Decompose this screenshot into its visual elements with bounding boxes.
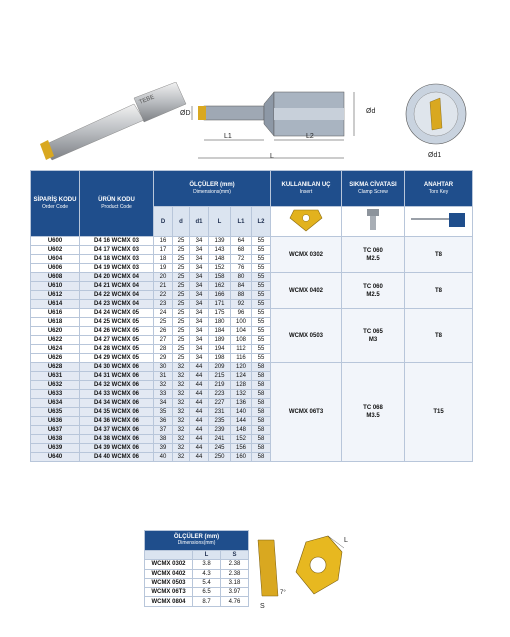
- product-code-cell: D4 25 WCMX 05: [80, 318, 154, 327]
- dimension-cell: 19: [154, 264, 173, 273]
- product-code-cell: D4 32 WCMX 06: [80, 381, 154, 390]
- dimension-cell: 44: [190, 444, 209, 453]
- dimension-cell: 160: [231, 453, 252, 462]
- dimension-cell: 58: [252, 372, 271, 381]
- dimension-cell: 64: [231, 237, 252, 246]
- dimension-cell: 100: [231, 318, 252, 327]
- dimension-cell: 209: [209, 363, 231, 372]
- order-code-cell: U636: [31, 417, 80, 426]
- dimension-cell: 32: [173, 444, 190, 453]
- dimension-cell: 55: [252, 273, 271, 282]
- dim-od-label: ØD: [180, 110, 191, 117]
- dimension-cell: 25: [173, 282, 190, 291]
- insert-dim-cell: 2.38: [221, 569, 249, 578]
- dimension-cell: 25: [154, 318, 173, 327]
- dimension-cell: 184: [209, 327, 231, 336]
- insert-diagram: [252, 532, 362, 612]
- order-code-cell: U622: [31, 336, 80, 345]
- dimension-cell: 25: [173, 255, 190, 264]
- insert-icon: [286, 207, 326, 233]
- col-d: d: [173, 207, 190, 237]
- order-code-cell: U640: [31, 453, 80, 462]
- dimension-cell: 55: [252, 309, 271, 318]
- product-code-cell: D4 16 WCMX 03: [80, 237, 154, 246]
- dimension-cell: 144: [231, 417, 252, 426]
- dimension-cell: 166: [209, 291, 231, 300]
- dimension-cell: 34: [190, 336, 209, 345]
- dimension-cell: 44: [190, 426, 209, 435]
- dimension-cell: 162: [209, 282, 231, 291]
- clamp-screw-thread: M3.5: [366, 413, 380, 419]
- dimension-cell: 55: [252, 318, 271, 327]
- key-header: ANAHTAR Torx Key: [405, 171, 473, 207]
- dimension-cell: 32: [173, 399, 190, 408]
- product-code-cell: D4 31 WCMX 06: [80, 372, 154, 381]
- dimension-cell: 20: [154, 273, 173, 282]
- dimension-cell: 239: [209, 426, 231, 435]
- insert-row: [145, 560, 249, 569]
- order-code-cell: U626: [31, 354, 80, 363]
- dimension-cell: 223: [209, 390, 231, 399]
- order-code-cell: U634: [31, 399, 80, 408]
- order-code-cell: U624: [31, 345, 80, 354]
- clamp-screw-icon: [363, 207, 383, 233]
- insert-s-label: S: [260, 603, 265, 610]
- dimension-cell: 132: [231, 390, 252, 399]
- clamp-header: SIKMA CİVATASI Clamp Screw: [342, 171, 405, 207]
- dimension-cell: 58: [252, 381, 271, 390]
- insert-dim-cell: 6.5: [193, 588, 221, 597]
- dimension-cell: 55: [252, 327, 271, 336]
- dimension-cell: 34: [190, 345, 209, 354]
- dimension-cell: 189: [209, 336, 231, 345]
- product-code-cell: D4 34 WCMX 06: [80, 399, 154, 408]
- clamp-screw-code: TC 068: [363, 405, 383, 411]
- dimension-cell: 28: [154, 345, 173, 354]
- dimension-cell: 55: [252, 255, 271, 264]
- dimension-cell: 32: [173, 426, 190, 435]
- product-code-cell: D4 21 WCMX 04: [80, 282, 154, 291]
- dimension-cell: 25: [173, 336, 190, 345]
- dimension-cell: 34: [190, 318, 209, 327]
- dimension-cell: 194: [209, 345, 231, 354]
- dimension-cell: 215: [209, 372, 231, 381]
- dimension-cell: 25: [173, 237, 190, 246]
- order-code-header: SİPARİŞ KODU Order Code: [31, 171, 80, 237]
- dimension-cell: 18: [154, 255, 173, 264]
- dimension-cell: 22: [154, 291, 173, 300]
- dimension-cell: 92: [231, 300, 252, 309]
- clamp-screw-cell: [342, 309, 405, 363]
- dimension-cell: 198: [209, 354, 231, 363]
- col-d1: d1: [190, 207, 209, 237]
- dimension-cell: 58: [252, 399, 271, 408]
- dimension-cell: 31: [154, 372, 173, 381]
- dimension-cell: 68: [231, 246, 252, 255]
- dimension-cell: 58: [252, 444, 271, 453]
- col-L1: L1: [231, 207, 252, 237]
- order-code-cell: U616: [31, 309, 80, 318]
- dimension-cell: 88: [231, 291, 252, 300]
- dimension-cell: 34: [190, 354, 209, 363]
- product-code-cell: D4 33 WCMX 06: [80, 390, 154, 399]
- insert-angle-label: 7°: [280, 590, 286, 596]
- dimension-cell: 235: [209, 417, 231, 426]
- dimension-cell: 55: [252, 264, 271, 273]
- dimension-cell: 25: [173, 300, 190, 309]
- dimension-cell: 25: [173, 246, 190, 255]
- dimension-cell: 32: [173, 453, 190, 462]
- dimension-cell: 227: [209, 399, 231, 408]
- dimension-cell: 34: [190, 264, 209, 273]
- dim-l1-label: L1: [224, 133, 232, 140]
- dimension-cell: 124: [231, 372, 252, 381]
- dimension-cell: 44: [190, 390, 209, 399]
- dimension-cell: 58: [252, 435, 271, 444]
- dimensions-header: ÖLÇÜLER (mm) Dimensions(mm): [154, 171, 271, 207]
- dimension-cell: 58: [252, 426, 271, 435]
- dimension-cell: 58: [252, 390, 271, 399]
- clamp-screw-cell: [342, 363, 405, 462]
- dimension-cell: 55: [252, 291, 271, 300]
- dimension-cell: 116: [231, 354, 252, 363]
- insert-name-cell: WCMX 0402: [145, 569, 193, 578]
- dimension-cell: 30: [154, 363, 173, 372]
- dimension-cell: 55: [252, 354, 271, 363]
- order-code-cell: U628: [31, 363, 80, 372]
- product-code-cell: D4 26 WCMX 05: [80, 327, 154, 336]
- dimension-cell: 44: [190, 372, 209, 381]
- dimension-cell: 21: [154, 282, 173, 291]
- dimension-cell: 37: [154, 426, 173, 435]
- dimension-cell: 55: [252, 300, 271, 309]
- dimension-cell: 17: [154, 246, 173, 255]
- order-code-cell: U606: [31, 264, 80, 273]
- torx-key-cell: T8: [405, 273, 473, 309]
- insert-dimensions-table: [144, 530, 249, 607]
- dimension-cell: 58: [252, 453, 271, 462]
- drill-end-view: [404, 82, 468, 146]
- order-code-cell: U602: [31, 246, 80, 255]
- dimension-cell: 23: [154, 300, 173, 309]
- col-L: L: [209, 207, 231, 237]
- product-code-cell: D4 30 WCMX 06: [80, 363, 154, 372]
- dimension-cell: 80: [231, 273, 252, 282]
- dimension-cell: 55: [252, 282, 271, 291]
- order-code-cell: U618: [31, 318, 80, 327]
- dimension-cell: 108: [231, 336, 252, 345]
- dimension-cell: 140: [231, 408, 252, 417]
- dimension-cell: 36: [154, 417, 173, 426]
- product-code-cell: D4 27 WCMX 05: [80, 336, 154, 345]
- dimension-cell: 148: [209, 255, 231, 264]
- insert-name-cell: WCMX 0503: [145, 578, 193, 587]
- order-code-cell: U612: [31, 291, 80, 300]
- dimension-cell: 34: [154, 399, 173, 408]
- product-code-cell: D4 20 WCMX 04: [80, 273, 154, 282]
- order-code-cell: U600: [31, 237, 80, 246]
- dimension-cell: 44: [190, 408, 209, 417]
- dimension-cell: 25: [173, 264, 190, 273]
- order-code-cell: U637: [31, 426, 80, 435]
- screw-image-cell: [342, 207, 405, 237]
- product-code-cell: D4 35 WCMX 06: [80, 408, 154, 417]
- product-code-cell: D4 36 WCMX 06: [80, 417, 154, 426]
- dimension-cell: 25: [173, 345, 190, 354]
- insert-col-s: S: [221, 551, 249, 560]
- dimension-cell: 38: [154, 435, 173, 444]
- dimension-cell: 26: [154, 327, 173, 336]
- product-code-header: ÜRÜN KODU Product Code: [80, 171, 154, 237]
- dimension-cell: 58: [252, 363, 271, 372]
- key-image-cell: [405, 207, 473, 237]
- product-code-cell: D4 28 WCMX 05: [80, 345, 154, 354]
- dimension-cell: 55: [252, 246, 271, 255]
- dimension-cell: 44: [190, 417, 209, 426]
- dimension-cell: 96: [231, 309, 252, 318]
- dimension-cell: 34: [190, 273, 209, 282]
- brand-mark: TEBE: [138, 94, 156, 106]
- dimension-cell: 44: [190, 381, 209, 390]
- product-code-cell: D4 22 WCMX 04: [80, 291, 154, 300]
- dimension-cell: 34: [190, 246, 209, 255]
- torx-key-cell: T8: [405, 309, 473, 363]
- dimension-cell: 241: [209, 435, 231, 444]
- dimension-cell: 104: [231, 327, 252, 336]
- dimension-cell: 180: [209, 318, 231, 327]
- dim-l-label: L: [270, 153, 274, 160]
- dim-l2-label: L2: [306, 133, 314, 140]
- dimension-cell: 34: [190, 237, 209, 246]
- order-code-cell: U635: [31, 408, 80, 417]
- order-code-cell: U638: [31, 435, 80, 444]
- product-code-cell: D4 40 WCMX 06: [80, 453, 154, 462]
- order-code-cell: U614: [31, 300, 80, 309]
- dim-d-label: Ød: [366, 108, 376, 115]
- table-row: [31, 363, 473, 372]
- insert-cell: WCMX 06T3: [271, 363, 342, 462]
- dimension-cell: 55: [252, 345, 271, 354]
- torx-key-cell: T15: [405, 363, 473, 462]
- dimension-cell: 40: [154, 453, 173, 462]
- torx-key-icon: [409, 209, 469, 231]
- tool-drawing: [0, 60, 510, 170]
- clamp-screw-code: TC 060: [363, 247, 383, 254]
- order-code-cell: U610: [31, 282, 80, 291]
- dimension-cell: 34: [190, 282, 209, 291]
- dimension-cell: 32: [173, 363, 190, 372]
- insert-row: [145, 569, 249, 578]
- insert-cell: WCMX 0402: [271, 273, 342, 309]
- dimension-cell: 25: [173, 309, 190, 318]
- dimension-cell: 219: [209, 381, 231, 390]
- dimension-cell: 16: [154, 237, 173, 246]
- dimension-cell: 58: [252, 408, 271, 417]
- insert-name-cell: WCMX 0302: [145, 560, 193, 569]
- product-code-cell: D4 38 WCMX 06: [80, 435, 154, 444]
- dimension-cell: 25: [173, 318, 190, 327]
- dimension-cell: 156: [231, 444, 252, 453]
- dimension-cell: 152: [231, 435, 252, 444]
- dimension-cell: 25: [173, 273, 190, 282]
- insert-row: [145, 578, 249, 587]
- insert-dim-cell: 8.7: [193, 597, 221, 606]
- dimension-cell: 24: [154, 309, 173, 318]
- dimension-cell: 171: [209, 300, 231, 309]
- dimension-cell: 29: [154, 354, 173, 363]
- dimension-cell: 39: [154, 444, 173, 453]
- insert-row: [145, 597, 249, 606]
- insert-cell: WCMX 0302: [271, 237, 342, 273]
- dimension-cell: 112: [231, 345, 252, 354]
- dimension-cell: 175: [209, 309, 231, 318]
- insert-image-cell: [271, 207, 342, 237]
- product-code-cell: D4 29 WCMX 05: [80, 354, 154, 363]
- dimension-cell: 34: [190, 291, 209, 300]
- dimension-cell: 44: [190, 435, 209, 444]
- dimension-cell: 34: [190, 309, 209, 318]
- product-code-cell: D4 23 WCMX 04: [80, 300, 154, 309]
- dimension-cell: 143: [209, 246, 231, 255]
- dimension-cell: 58: [252, 417, 271, 426]
- product-code-cell: D4 17 WCMX 03: [80, 246, 154, 255]
- dimension-cell: 44: [190, 453, 209, 462]
- insert-dim-cell: 4.76: [221, 597, 249, 606]
- dimension-cell: 34: [190, 255, 209, 264]
- order-code-cell: U632: [31, 381, 80, 390]
- dimension-cell: 25: [173, 291, 190, 300]
- col-L2: L2: [252, 207, 271, 237]
- dimension-cell: 34: [190, 327, 209, 336]
- dimension-cell: 34: [190, 300, 209, 309]
- clamp-screw-thread: M3: [368, 336, 378, 343]
- table-row: [31, 273, 473, 282]
- dimension-cell: 76: [231, 264, 252, 273]
- dimension-cell: 44: [190, 363, 209, 372]
- dimension-cell: 152: [209, 264, 231, 273]
- order-code-cell: U633: [31, 390, 80, 399]
- product-code-cell: D4 24 WCMX 05: [80, 309, 154, 318]
- dimension-cell: 139: [209, 237, 231, 246]
- order-code-cell: U604: [31, 255, 80, 264]
- product-code-cell: D4 37 WCMX 06: [80, 426, 154, 435]
- insert-dim-cell: 2.38: [221, 560, 249, 569]
- clamp-screw-code: TC 060: [363, 283, 383, 290]
- dimension-cell: 128: [231, 381, 252, 390]
- dimension-cell: 245: [209, 444, 231, 453]
- dimension-cell: 158: [209, 273, 231, 282]
- insert-cell: WCMX 0503: [271, 309, 342, 363]
- product-code-cell: D4 39 WCMX 06: [80, 444, 154, 453]
- dimension-cell: 148: [231, 426, 252, 435]
- dimension-cell: 136: [231, 399, 252, 408]
- product-code-cell: D4 19 WCMX 03: [80, 264, 154, 273]
- dimension-cell: 55: [252, 237, 271, 246]
- order-code-cell: U620: [31, 327, 80, 336]
- dimension-cell: 84: [231, 282, 252, 291]
- clamp-screw-cell: [342, 237, 405, 273]
- product-code-cell: D4 18 WCMX 03: [80, 255, 154, 264]
- dimension-cell: 44: [190, 399, 209, 408]
- dimension-cell: 32: [173, 381, 190, 390]
- dimension-cell: 32: [173, 435, 190, 444]
- dim-d1-label: Ød1: [428, 152, 442, 159]
- dimension-cell: 33: [154, 390, 173, 399]
- drill-side-view: [190, 80, 370, 170]
- col-D: D: [154, 207, 173, 237]
- insert-dim-cell: 3.18: [221, 578, 249, 587]
- dimension-cell: 72: [231, 255, 252, 264]
- torx-key-cell: T8: [405, 237, 473, 273]
- dimension-cell: 32: [173, 417, 190, 426]
- dimension-cell: 32: [154, 381, 173, 390]
- dimension-cell: 250: [209, 453, 231, 462]
- insert-l-label: L: [344, 537, 348, 544]
- insert-dimensions-header: ÖLÇÜLER (mm) Dimensions(mm): [145, 531, 249, 551]
- dimension-cell: 32: [173, 390, 190, 399]
- order-code-cell: U639: [31, 444, 80, 453]
- insert-col-l: L: [193, 551, 221, 560]
- table-row: [31, 309, 473, 318]
- insert-dim-cell: 3.8: [193, 560, 221, 569]
- clamp-screw-code: TC 065: [363, 328, 383, 335]
- insert-dim-cell: 4.3: [193, 569, 221, 578]
- dimension-cell: 120: [231, 363, 252, 372]
- dimension-cell: 55: [252, 336, 271, 345]
- insert-name-cell: WCMX 0804: [145, 597, 193, 606]
- dimension-cell: 25: [173, 327, 190, 336]
- drill-spec-table: [30, 170, 473, 462]
- dimension-cell: 25: [173, 354, 190, 363]
- dimension-cell: 27: [154, 336, 173, 345]
- dimension-cell: 35: [154, 408, 173, 417]
- insert-row: [145, 588, 249, 597]
- order-code-cell: U608: [31, 273, 80, 282]
- dimension-cell: 32: [173, 408, 190, 417]
- clamp-screw-cell: [342, 273, 405, 309]
- dimension-cell: 32: [173, 372, 190, 381]
- table-row: [31, 237, 473, 246]
- insert-dim-cell: 5.4: [193, 578, 221, 587]
- insert-name-col: [145, 551, 193, 560]
- clamp-screw-thread: M2.5: [366, 255, 380, 262]
- insert-dim-cell: 3.97: [221, 588, 249, 597]
- order-code-cell: U631: [31, 372, 80, 381]
- insert-name-cell: WCMX 06T3: [145, 588, 193, 597]
- clamp-screw-thread: M2.5: [366, 291, 380, 298]
- drill-photo: [38, 82, 188, 162]
- insert-header: KULLANILAN UÇ Insert: [271, 171, 342, 207]
- dimension-cell: 231: [209, 408, 231, 417]
